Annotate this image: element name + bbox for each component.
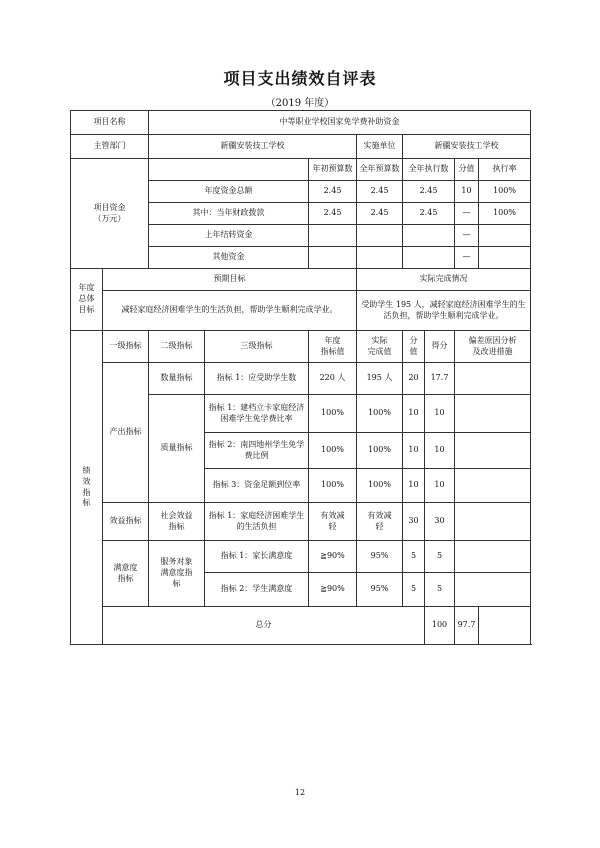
total-label: 总分: [103, 607, 425, 645]
funds-cell: 10: [455, 181, 479, 203]
indicator-actual: 100%: [357, 469, 403, 503]
indicator-score: 10: [403, 395, 425, 433]
indicator-score: 10: [403, 469, 425, 503]
level1-output: 产出指标: [103, 363, 149, 503]
funds-cell: 100%: [479, 203, 531, 225]
indicator-note: [455, 433, 531, 469]
funds-header-executed: 全年执行数: [403, 159, 455, 181]
indicator-header-level3: 三级指标: [205, 331, 309, 363]
expected-goal-text: 减轻家庭经济困难学生的生活负担，帮助学生顺利完成学业。: [103, 291, 357, 331]
department-value: 新疆安装技工学校: [149, 135, 357, 159]
page-subtitle: （2019 年度）: [265, 98, 335, 109]
project-name-value: 中等职业学校国家免学费补助资金: [149, 111, 531, 135]
total-score: 100: [425, 607, 455, 645]
funds-cell: [479, 225, 531, 247]
indicator-header-actual: 实际 完成值: [357, 331, 403, 363]
indicator-got: 5: [425, 573, 455, 607]
indicator-name: 指标 1：家庭经济困难学生的生活负担: [205, 503, 309, 541]
funds-cell: 2.45: [403, 203, 455, 225]
indicator-actual: 95%: [357, 541, 403, 573]
funds-row-label: 年度资金总额: [149, 181, 309, 203]
funds-cell: [357, 247, 403, 269]
indicator-score: 5: [403, 541, 425, 573]
indicator-name: 指标 2：南四地州学生免学费比例: [205, 433, 309, 469]
evaluation-table: [70, 110, 531, 645]
level2-quantity: 数量指标: [149, 363, 205, 395]
indicator-name: 指标 3：资金足额到位率: [205, 469, 309, 503]
funds-cell: 2.45: [309, 203, 357, 225]
funds-cell: [357, 225, 403, 247]
goals-content-row: [71, 291, 531, 331]
indicator-score: 5: [403, 573, 425, 607]
indicator-target: 220 人: [309, 363, 357, 395]
indicator-score: 10: [403, 433, 425, 469]
funds-cell: —: [455, 225, 479, 247]
indicator-got: 10: [425, 395, 455, 433]
funds-cell: 100%: [479, 181, 531, 203]
indicator-name: 指标 2：学生满意度: [205, 573, 309, 607]
funds-header-rate: 执行率: [479, 159, 531, 181]
funds-cell: 2.45: [309, 181, 357, 203]
performance-indicator-label: 绩 效 指 标: [71, 331, 103, 645]
funds-cell: 2.45: [357, 181, 403, 203]
indicator-target: 100%: [309, 469, 357, 503]
impl-unit-label: 实施单位: [357, 135, 403, 159]
indicator-score: 30: [403, 503, 425, 541]
page-title: 项目支出绩效自评表: [223, 69, 377, 88]
funds-row-label: 其中：当年财政拨款: [149, 203, 309, 225]
funds-cell: —: [455, 203, 479, 225]
funds-cell: 2.45: [357, 203, 403, 225]
indicator-got: 5: [425, 541, 455, 573]
indicator-note: [455, 573, 531, 607]
expected-goal-header: 预期目标: [103, 269, 357, 291]
department-row: [71, 135, 531, 159]
indicator-note: [455, 503, 531, 541]
indicator-actual: 有效减 轻: [357, 503, 403, 541]
funds-cell: —: [455, 247, 479, 269]
indicator-actual: 95%: [357, 573, 403, 607]
indicator-row: [71, 503, 531, 541]
indicator-got: 17.7: [425, 363, 455, 395]
funds-row-label: 上年结转资金: [149, 225, 309, 247]
indicator-got: 30: [425, 503, 455, 541]
funds-cell: [309, 225, 357, 247]
indicator-note: [455, 363, 531, 395]
funds-row-label: 其他资金: [149, 247, 309, 269]
indicator-name: 指标 1：建档立卡家庭经济困难学生免学费比率: [205, 395, 309, 433]
actual-result-text: 受助学生 195 人，减轻家庭经济困难学生的生活负担，帮助学生顺利完成学业。: [357, 291, 531, 331]
annual-goal-label: 年度 总体 目标: [71, 269, 103, 331]
indicator-note: [455, 469, 531, 503]
indicator-header-deviation: 偏差原因分析 及改进措施: [455, 331, 531, 363]
level2-social: 社会效益 指标: [149, 503, 205, 541]
indicator-header-row: [71, 331, 531, 363]
funds-header-score: 分值: [455, 159, 479, 181]
funds-header-row: [71, 159, 531, 181]
total-got: 97.7: [455, 607, 479, 645]
funds-cell: [403, 247, 455, 269]
indicator-row: [71, 363, 531, 395]
level2-service-satisfaction: 服务对象 满意度指 标: [149, 541, 205, 607]
indicator-header-got: 得分: [425, 331, 455, 363]
indicator-note: [455, 541, 531, 573]
indicator-got: 10: [425, 433, 455, 469]
indicator-header-target: 年度 指标值: [309, 331, 357, 363]
indicator-target: 有效减 轻: [309, 503, 357, 541]
indicator-name: 指标 1：家长满意度: [205, 541, 309, 573]
indicator-score: 20: [403, 363, 425, 395]
funds-cell: [403, 225, 455, 247]
project-name-label: 项目名称: [71, 111, 149, 135]
indicator-got: 10: [425, 469, 455, 503]
project-name-row: [71, 111, 531, 135]
funds-corner-cell: [149, 159, 309, 181]
indicator-target: ≧90%: [309, 573, 357, 607]
indicator-actual: 100%: [357, 433, 403, 469]
indicator-actual: 195 人: [357, 363, 403, 395]
funds-cell: 2.45: [403, 181, 455, 203]
indicator-target: 100%: [309, 395, 357, 433]
department-label: 主管部门: [71, 135, 149, 159]
indicator-name: 指标 1：应受助学生数: [205, 363, 309, 395]
funds-label: 项目资金 （万元）: [71, 159, 149, 269]
level1-benefit: 效益指标: [103, 503, 149, 541]
actual-result-header: 实际完成情况: [357, 269, 531, 291]
indicator-header-level1: 一级指标: [103, 331, 149, 363]
funds-cell: [309, 247, 357, 269]
impl-unit-value: 新疆安装技工学校: [403, 135, 531, 159]
indicator-header-score: 分 值: [403, 331, 425, 363]
indicator-note: [455, 395, 531, 433]
funds-cell: [479, 247, 531, 269]
funds-header-annual-budget: 全年预算数: [357, 159, 403, 181]
indicator-header-level2: 二级指标: [149, 331, 205, 363]
indicator-actual: 100%: [357, 395, 403, 433]
total-note: [479, 607, 531, 645]
level2-quality: 质量指标: [149, 395, 205, 503]
total-row: [71, 607, 531, 645]
level1-satisfaction: 满意度 指标: [103, 541, 149, 607]
page-number: 12: [294, 788, 306, 797]
funds-header-initial-budget: 年初预算数: [309, 159, 357, 181]
indicator-target: 100%: [309, 433, 357, 469]
indicator-target: ≧90%: [309, 541, 357, 573]
indicator-row: [71, 541, 531, 573]
goals-header-row: [71, 269, 531, 291]
